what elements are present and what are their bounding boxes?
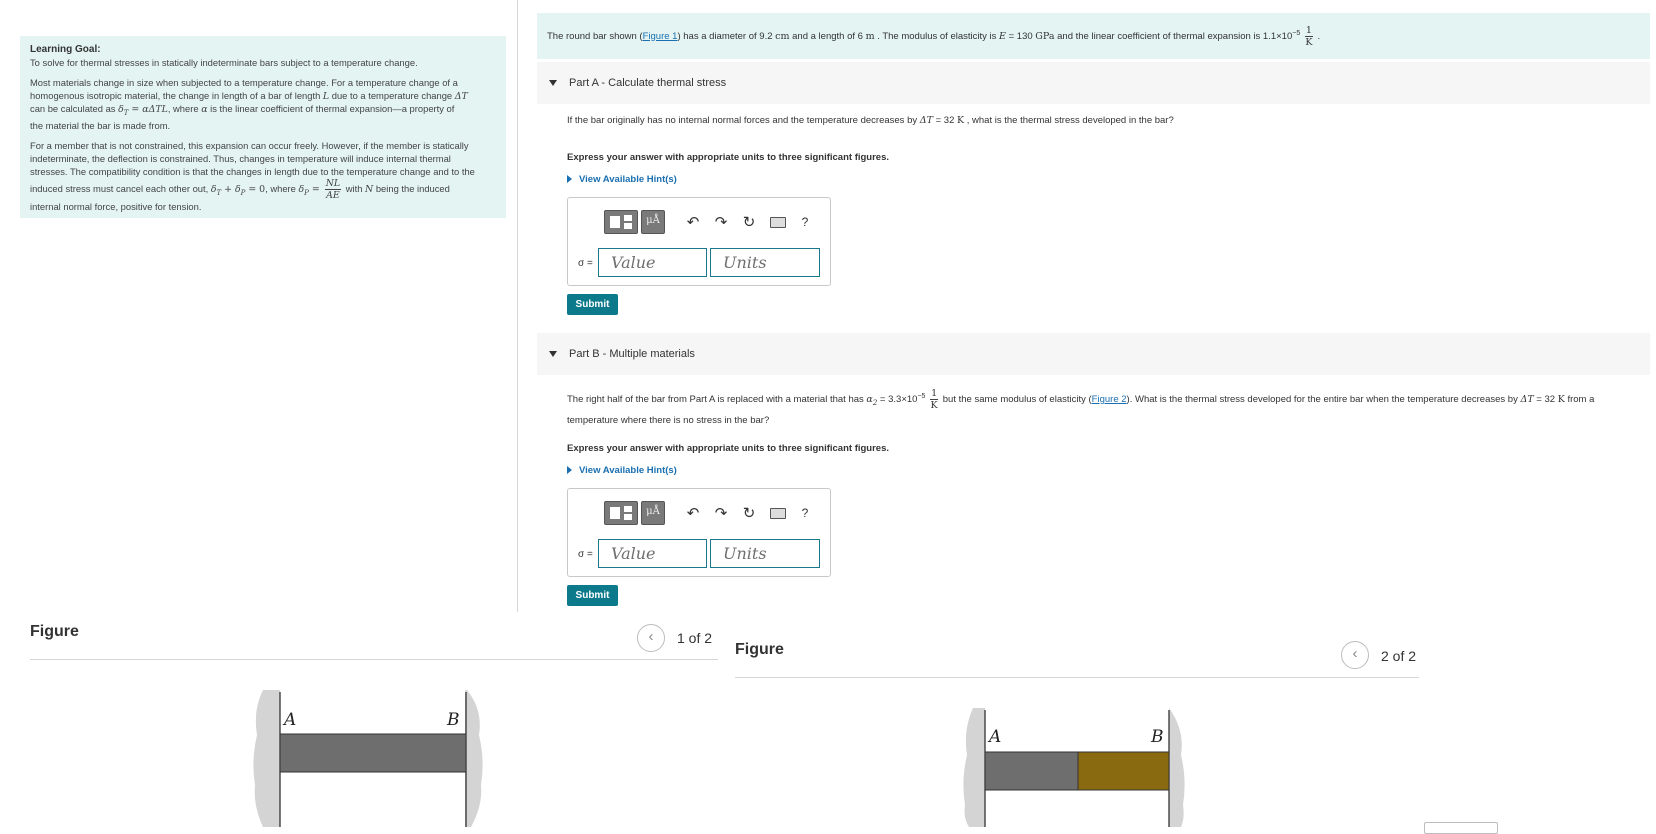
learning-goal-paragraph-1: Most materials change in size when subjected to a temperature change. For a temperature change of a homogenous isotropic material, the change in length of a bar of length L due to a temperature change ΔT can be calculated as $\delta_T = \alpha\Delta TL$, where α is the linear coefficient of thermal expansion—a property of the material the bar is made from. [30,77,468,131]
figure-2-diagram [955,700,1205,827]
figure-1-title: Figure [30,623,79,640]
part-a-hint-toggle[interactable]: View Available Hint(s) [567,174,677,185]
left-wall [253,690,280,827]
sigma-label: σ = [578,549,593,560]
templates-icon[interactable] [604,210,638,234]
right-wall [465,690,483,827]
undo-icon[interactable]: ↶ [686,505,700,522]
label-a: A [284,710,297,730]
figure-1-prev-button[interactable]: ‹ [637,624,665,652]
part-a-submit-button[interactable]: Submit [567,294,618,315]
symbols-icon[interactable]: μÅ [641,210,665,234]
part-a-question: If the bar originally has no internal normal forces and the temperature decreases by ΔT = 32 K , what is the thermal stress developed in the bar? [567,115,1174,126]
value-input[interactable] [598,248,707,277]
label-a: A [989,727,1002,747]
part-b-hint-toggle[interactable]: View Available Hint(s) [567,465,677,476]
learning-goal-title: Learning Goal: [30,44,101,55]
part-b-toolbar [604,501,817,525]
part-b-instruction: Express your answer with appropriate units to three significant figures. [567,443,890,454]
expand-triangle-icon [567,175,572,183]
sigma-label: σ = [578,258,593,269]
right-half-bar [1078,752,1169,790]
part-a-label: Part A [569,77,599,89]
templates-icon[interactable] [604,501,638,525]
figure-1-divider [30,659,718,660]
part-a-toolbar [604,210,817,234]
part-b-title: - Multiple materials [599,348,695,360]
label-b: B [447,710,460,730]
label-b: B [1151,727,1164,747]
symbols-icon[interactable]: μÅ [641,501,665,525]
part-b-header[interactable] [537,333,1650,375]
figure-2-prev-button[interactable]: ‹ [1341,641,1369,669]
problem-intro: The round bar shown (Figure 1) has a diameter of 9.2 cm and a length of 6 m . The modulus of elasticity is E = 130 GPa and the linear coefficient of thermal expansion is $1.1\times 10^{-5}$ $\frac{1}{K}$ . [537,13,1650,59]
reset-icon[interactable]: ↻ [742,505,756,522]
figure-2-counter: 2 of 2 [1381,648,1417,664]
collapse-triangle-icon [549,351,557,357]
expand-triangle-icon [567,466,572,474]
units-input[interactable] [710,248,820,277]
right-wall [1169,708,1185,827]
help-icon[interactable]: ? [801,215,809,229]
value-input[interactable] [598,539,707,568]
redo-icon[interactable]: ↷ [714,505,728,522]
part-b-submit-button[interactable]: Submit [567,585,618,606]
undo-icon[interactable]: ↶ [686,214,700,231]
partial-control-box[interactable] [1424,822,1498,834]
figure-2-link[interactable]: Figure 2 [1091,394,1127,406]
uniform-bar [280,734,466,772]
redo-icon[interactable]: ↷ [714,214,728,231]
part-a-title: - Calculate thermal stress [598,77,727,89]
figure-2-title: Figure [735,641,784,658]
left-wall [963,708,985,827]
part-b-label: Part B [569,348,600,360]
help-icon[interactable]: ? [801,506,809,520]
figure-1-counter: 1 of 2 [677,630,713,646]
figure-1-diagram [245,680,495,827]
keyboard-icon[interactable] [770,508,786,519]
keyboard-icon[interactable] [770,217,786,228]
units-input[interactable] [710,539,820,568]
learning-goal-panel [20,36,506,218]
collapse-triangle-icon [549,80,557,86]
part-a-header[interactable] [537,62,1650,104]
part-b-question: The right half of the bar from Part A is replaced with a material that has $\alpha_2 = 3.3\times 10^{-5}$ $\frac{1}{K}$ but the same modulus of elasticity (Figure 2). What is the thermal stress developed for the entire bar when the temperature decreases by ΔT = 32 K from a temperature where there is no stress in the bar? [567,388,1595,427]
learning-goal-subtitle: To solve for thermal stresses in statically indeterminate bars subject to a temperature change. [30,56,418,68]
part-b-answer-box [567,488,831,577]
figure-1-link[interactable]: Figure 1 [642,30,678,42]
column-divider [517,0,518,612]
left-half-bar [985,752,1078,790]
part-a-answer-box [567,197,831,286]
learning-goal-paragraph-2: For a member that is not constrained, this expansion can occur freely. However, if the member is statically indeterminate, the deflection is constrained. Thus, changes in temperature will induce internal thermal stresses. The compatibility condition is that the changes in length due to the temperature change and to the induced stress must cancel each other out, $\delta_T + \delta_P = 0$, where $\delta_P$ = $\frac{NL}{AE}$ with N being the induced internal normal force, positive for tension. [30,140,475,213]
figure-2-divider [735,677,1419,678]
reset-icon[interactable]: ↻ [742,214,756,231]
part-a-instruction: Express your answer with appropriate units to three significant figures. [567,152,890,163]
